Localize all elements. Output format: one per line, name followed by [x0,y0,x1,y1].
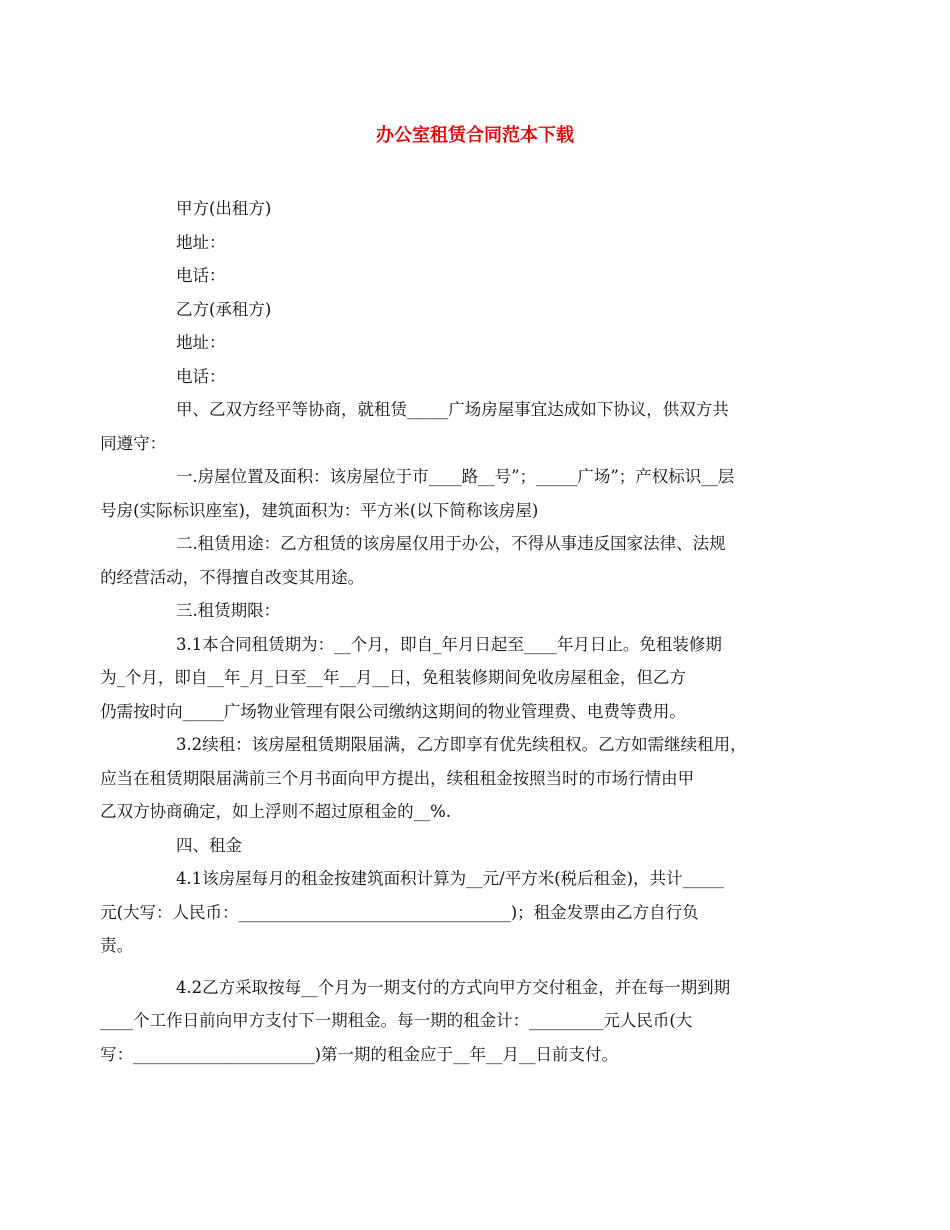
paragraph-line: 元(大写：人民币：_________________________________)；租金发票由乙方自行负 [100,902,699,922]
paragraph-line: 甲方(出租方) [175,199,272,218]
paragraph-line: 号房(实际标识座室)，建筑面积为：平方米(以下简称该房屋) [100,500,539,520]
paragraph-line: 应当在租赁期限届满前三个月书面向甲方提出，续租租金按照当时的市场行情由甲 [100,768,695,788]
paragraph-clause-3-2 [100,728,828,829]
paragraph-line: 4.2乙方采取按每__个月为一期支付的方式向甲方交付租金，并在每一期到期 [175,977,731,997]
paragraph-line: 地址： [175,333,226,352]
paragraph-clause-2 [100,527,828,594]
paragraph-line: 四、租金 [175,835,242,855]
paragraph-line: 3.1本合同租赁期为：__个月，即自_年月日起至____年月日止。免租装修期 [175,634,722,654]
paragraph-clause-3 [138,594,828,628]
paragraph-line: 责。 [100,936,134,955]
document-body [100,192,828,1071]
paragraph-clause-4 [138,829,828,863]
paragraph-line: 4.1该房屋每月的租金按建筑面积计算为__元/平方米(税后租金)，共计_____ [175,869,724,888]
paragraph-line: 地址： [175,232,226,252]
paragraph-preamble [100,393,828,460]
paragraph-party-a [138,192,828,226]
paragraph-line: 为_个月，即自__年_月_日至__年__月__日，免租装修期间免收房屋租金，但乙方 [100,668,686,687]
paragraph-spacer [138,963,828,971]
paragraph-line: 三.租赁期限： [175,601,281,620]
paragraph-line: 二.租赁用途：乙方租赁的该房屋仅用于办公，不得从事违反国家法律、法规 [175,534,726,553]
paragraph-clause-4-2 [100,971,828,1072]
paragraph-line: 的经营活动，不得擅自改变其用途。 [100,567,365,587]
paragraph-line: 写：______________________)第一期的租金应于__年__月__日前支付。 [100,1044,618,1064]
paragraph-clause-4-1 [100,862,828,963]
paragraph-line: 甲、乙双方经平等协商，就租赁_____广场房屋事宜达成如下协议，供双方共 [175,400,729,419]
paragraph-clause-1 [100,460,828,527]
paragraph-party-b-phone [138,360,828,394]
paragraph-line: 电话： [175,366,226,386]
paragraph-line: 乙方(承租方) [175,299,272,319]
paragraph-line: 一.房屋位置及面积：该房屋位于市____路__号”；_____广场”；产权标识__层 [175,467,735,486]
paragraph-party-a-address [138,226,828,260]
paragraph-line: 电话： [175,266,226,285]
paragraph-line: 仍需按时向_____广场物业管理有限公司缴纳这期间的物业管理费、电费等费用。 [100,701,686,721]
paragraph-clause-3-1 [100,628,828,729]
paragraph-line: ____个工作日前向甲方支付下一期租金。每一期的租金计：_________元人民币(大 [100,1011,693,1030]
paragraph-party-b [138,293,828,327]
paragraph-line: 同遵守： [100,433,167,453]
paragraph-party-a-phone [138,259,828,293]
paragraph-line: 3.2续租：该房屋租赁期限届满，乙方即享有优先续租权。乙方如需继续租用， [175,735,747,754]
paragraph-party-b-address [138,326,828,360]
paragraph-line: 乙双方协商确定，如上浮则不超过原租金的__%. [100,802,451,821]
document-title: 办公室租赁合同范本下载 [376,125,574,146]
